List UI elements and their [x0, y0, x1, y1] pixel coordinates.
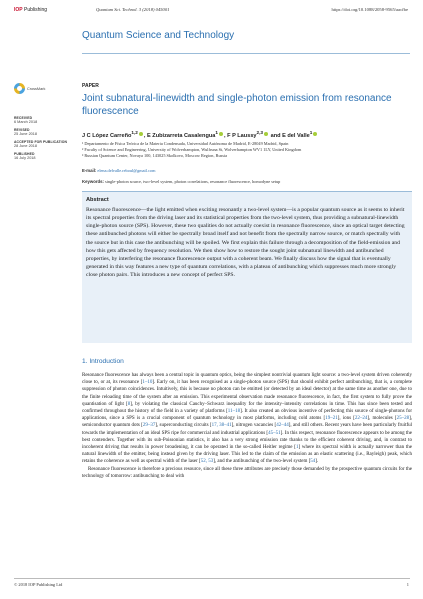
affiliation-marker: 1,2 — [131, 130, 138, 135]
page-number: 1 — [406, 582, 409, 587]
keywords-label: Keywords: — [82, 179, 104, 184]
author-list: J C López Carreño$^{1,2}$, E Zubizarreta Casalengua$^1$, F P Laussy$^{2,3}$ and E del Valle$^1$ — [82, 130, 412, 139]
journal-citation: Quantum Sci. Technol. 3 (2018) 045001 — [96, 7, 170, 12]
section-heading: 1. Introduction — [82, 358, 124, 365]
publisher-logo[interactable]: IOP Publishing — [14, 7, 48, 13]
citation-link[interactable]: 25–28 — [396, 416, 410, 422]
orcid-icon[interactable] — [264, 132, 268, 136]
author-name[interactable]: E Zubizarreta Casalengua — [147, 132, 216, 139]
author-name[interactable]: E del Valle — [282, 132, 310, 139]
abstract-box — [82, 191, 412, 343]
crossmark-icon — [14, 83, 25, 94]
citation-link[interactable]: 45–51 — [268, 430, 281, 436]
citation-link[interactable]: 29–37 — [142, 423, 156, 429]
divider — [82, 53, 410, 54]
citation-link[interactable]: 1–10 — [142, 380, 153, 386]
introduction-body — [82, 372, 412, 480]
email-label: E-mail: — [82, 168, 97, 173]
orcid-icon[interactable] — [313, 132, 317, 136]
citation-link[interactable]: 17, 38–41 — [211, 423, 232, 429]
citation-link[interactable]: 22–24 — [354, 416, 368, 422]
article-title: Joint subnatural-linewidth and single-photon emission from resonance fluorescence — [82, 93, 392, 117]
history-value: 25 June 2018 — [14, 132, 38, 136]
affiliations — [82, 141, 412, 159]
history-value: 6 March 2018 — [14, 120, 38, 124]
affiliation-marker: 2,3 — [256, 130, 264, 135]
orcid-icon[interactable] — [219, 132, 223, 136]
crossmark-badge[interactable] — [14, 83, 72, 94]
journal-name: Quantum Science and Technology — [82, 30, 235, 41]
abstract-heading: Abstract — [86, 197, 109, 203]
citation-link[interactable]: 8 — [127, 401, 131, 407]
paragraph: Resonance fluorescence has always been a central topic in quantum optics, being the simplest nontrivial quantum light source: a two-level system driven coherently close to, or at, its resonance [1–10]. Early on, it has been recognised as a single-photon source (SPS) that should exhibit perfect antibunching, that is, a complete suppression of photon coincidences. Intuitively, this is because no photon can be emitted (or detected by an ideal detector) at the same time as another one, due to the finite reloading time of the system after an emission. This experimental observation made resonance fluorescence, in fact, the first system to fully prove the quantisation of light [8], by violating the classical Cauchy–Schwarz inequality for the intensity–intensity correlations in time. This has since been tested and confirmed throughout the history of the field in a variety of platforms [11–18]. It also created an obvious incentive of perfecting this source of single-photons for applications, since a SPS is a crucial component of quantum technology in most platforms, including cold atoms [19–21], ions [22–24], molecules [25–28], semiconductor quantum dots [29–37], superconducting circuits [17, 38–41], nitrogen vacancies [42–44], and still others. Recent years have been particularly fruitful towards the implementation of an ideal SPS ripe for commercial and industrial applications [45–51]. In this respect, resonance fluorescence appears to be among the best contenders. Together with its sub-Poissonian statistics, it also has a very strong emission rate thanks to the efficient coherent driving, and, in contrast to incoherent driving that results in power broadening, it can be operated in the so-called Heitler regime [1] where its spectral width is actually narrower than the natural linewidth of the emitter, being instead given by the driving laser. This led to the claim of the emission as an elastic scattering (i.e., Rayleigh) peak, which retains the coherence as well as spectral width of the laser [52, 53], and the antibunching of the two-level system [54]. — [82, 373, 413, 465]
affiliation-marker: 1 — [215, 130, 218, 135]
history-label: REVISED — [14, 128, 30, 132]
keywords — [82, 179, 412, 184]
keywords-text: single-photon source, two-level system, photon correlations, resonance fluorescence, homodyne setup — [105, 179, 281, 184]
author-name[interactable]: J C López Carreño — [82, 132, 132, 139]
article-type-label: PAPER — [82, 83, 99, 89]
page-header — [14, 6, 410, 16]
citation-link[interactable]: 11–18 — [227, 409, 241, 415]
footer-divider — [14, 578, 410, 579]
citation-link[interactable]: 19–21 — [325, 416, 338, 422]
abstract-text: Resonance fluorescence—the light emitted when exciting resonantly a two-level system—is a popular quantum source as it seems to inherit its spectral properties from the driving laser and its statistical properties from the two-level system, thus providing a subnatural-linewidth single-photon source (SPS). However, these two qualities do not actually coexist in resonance fluorescence, since an optical target detecting these antibunched photons will either be spectrally broad itself and not benefit from the spectrally narrow source, or match spectrally with the source but in this case the antibunching will be spoiled. We first explain this failure through a decomposition of the field-emission and how this gets affected by frequency resolution. We then show how to restore the sought joint subnatural linewidth and antibunched properties, by interfering the resonance fluorescence output with a coherent beam. We finally discuss how the signal that is eventually generated in this way features a new type of quantum correlations, with a plateau of antibunching which suppresses much more strongly close photon pairs. This introduces a new concept of perfect SPS. — [86, 207, 405, 279]
citation-link[interactable]: 52, 53 — [200, 459, 214, 465]
history-value: 16 July 2018 — [14, 156, 36, 160]
affiliation-line: ³ Russian Quantum Center, Novaya 100, 143025 Skolkovo, Moscow Region, Russia — [82, 153, 228, 158]
crossmark-label: CrossMark — [27, 86, 46, 91]
contact-email — [82, 168, 155, 173]
affiliation-marker: 1 — [309, 130, 313, 135]
history-label: PUBLISHED — [14, 152, 35, 156]
copyright: © 2018 IOP Publishing Ltd — [14, 582, 63, 587]
article-history-sidebar — [14, 83, 72, 164]
orcid-icon[interactable] — [139, 132, 143, 136]
affiliation-line: ¹ Departamento de Física Teórica de la Materia Condensada, Universidad Autónoma de Madrid, E-28049 Madrid, Spain — [82, 141, 289, 146]
paragraph: Resonance fluorescence is therefore a precious resource, since all these three attributes are precisely those demanded by the prospective quantum circuits for the technology of tomorrow: antibunching to deal with — [82, 466, 412, 479]
history-label: RECEIVED — [14, 116, 33, 120]
affiliation-line: ² Faculty of Science and Engineering, University of Wolverhampton, Wulfruna St, Wolverhampton WV1 1LY, United Kingdom — [82, 147, 302, 152]
history-value: 28 June 2018 — [14, 144, 38, 148]
citation-link[interactable]: 1 — [295, 445, 299, 451]
email-link[interactable]: elena.delvalle.reboul@gmail.com — [97, 168, 156, 173]
history-label: ACCEPTED FOR PUBLICATION — [14, 140, 68, 144]
doi-link[interactable]: https://doi.org/10.1088/2058-9565/aacfbe — [331, 7, 408, 12]
citation-link[interactable]: 54 — [310, 459, 316, 465]
citation-link[interactable]: 42–44 — [276, 423, 289, 429]
author-name[interactable]: F P Laussy — [227, 132, 257, 139]
